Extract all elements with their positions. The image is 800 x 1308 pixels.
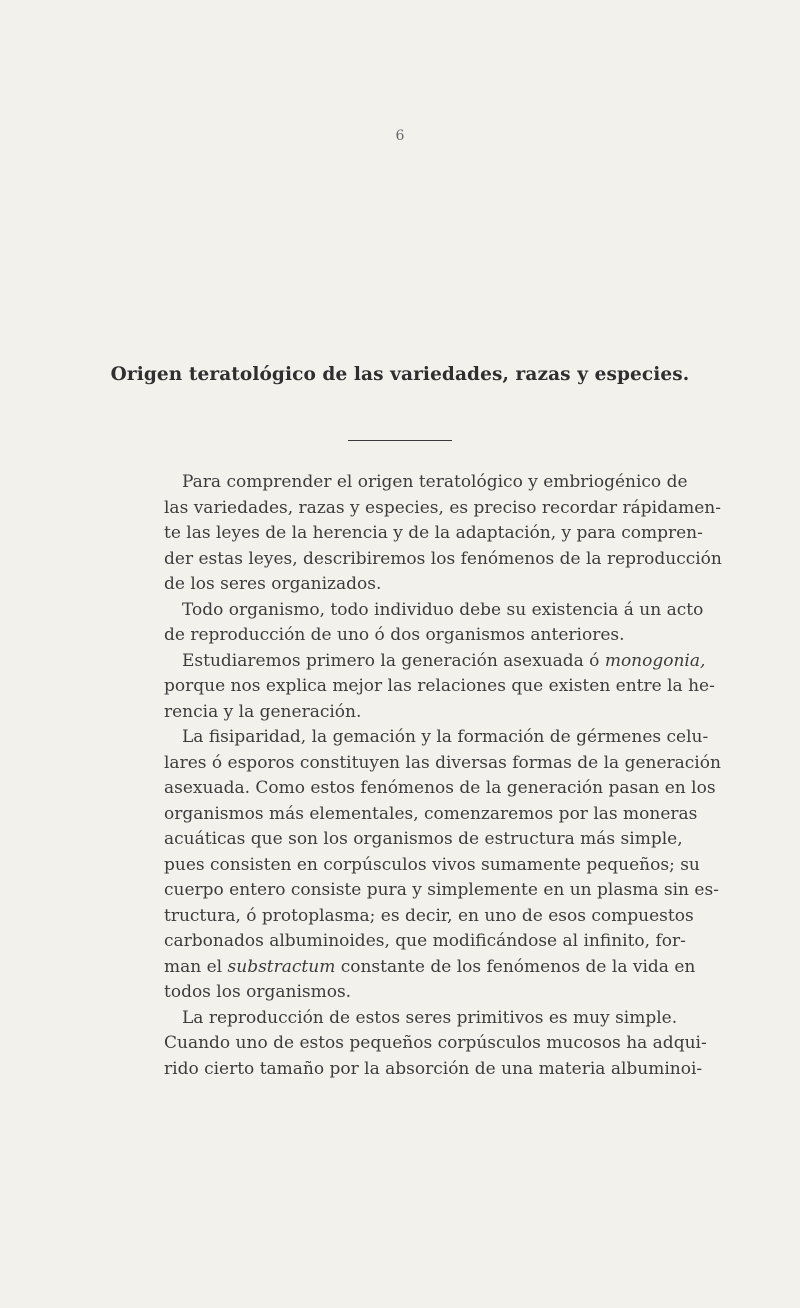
text-segment: constante de los fenómenos de la vida en: [335, 956, 696, 977]
text-line: Cuando uno de estos pequeños corpúsculos mucosos ha adqui-: [164, 1033, 707, 1053]
text-line: te las leyes de la herencia y de la adaptación, y para compren-: [164, 523, 703, 543]
text-line: acuáticas que son los organismos de estructura más simple,: [164, 829, 683, 849]
text-line: pues consisten en corpúsculos vivos sumamente pequeños; su: [164, 854, 700, 875]
text-line: La reproducción de estos seres primitivos es muy simple.: [182, 1007, 678, 1028]
italic-term: substractum: [227, 956, 336, 977]
text-segment: [164, 955, 335, 981]
text-line-mixed: [164, 649, 706, 675]
body-text: [164, 470, 722, 1082]
text-line: de los seres organizados.: [164, 574, 382, 594]
text-line: cuerpo entero consiste pura y simplemente en un plasma sin es-: [164, 880, 719, 900]
text-line: carbonados albuminoides, que modificándose al infinito, for-: [164, 931, 686, 951]
text-line: der estas leyes, describiremos los fenómenos de la reproducción: [164, 548, 722, 569]
text-line: todos los organismos.: [164, 982, 352, 1002]
text-line: La fisiparidad, la gemación y la formación de gérmenes celu-: [182, 727, 709, 747]
text-line: porque nos explica mejor las relaciones que existen entre la he-: [164, 676, 715, 696]
chapter-title: Origen teratológico de las variedades, razas y especies.: [110, 364, 690, 385]
text-line: asexuada. Como estos fenómenos de la generación pasan en los: [164, 778, 716, 798]
text-fragment: man el: [164, 956, 228, 977]
text-line-mixed: [164, 955, 696, 981]
page-number: 6: [395, 128, 405, 144]
text-line: las variedades, razas y especies, es preciso recordar rápidamen-: [164, 497, 721, 518]
text-line: de reproducción de uno ó dos organismos anteriores.: [164, 625, 625, 645]
text-line: Para comprender el origen teratológico y embriogénico de: [182, 472, 688, 492]
title-divider: [348, 440, 452, 441]
text-line: Todo organismo, todo individuo debe su existencia á un acto: [182, 599, 704, 620]
text-segment: Estudiaremos primero la generación asexuada ó: [182, 650, 605, 671]
text-line: rencia y la generación.: [164, 701, 362, 722]
text-line: organismos más elementales, comenzaremos por las moneras: [164, 803, 698, 824]
text-line: rido cierto tamaño por la absorción de una materia albuminoi-: [164, 1058, 703, 1079]
italic-term: monogonia,: [604, 650, 706, 671]
text-line: lares ó esporos constituyen las diversas formas de la generación: [164, 752, 721, 773]
text-line: tructura, ó protoplasma; es decir, en uno de esos compuestos: [164, 905, 694, 926]
